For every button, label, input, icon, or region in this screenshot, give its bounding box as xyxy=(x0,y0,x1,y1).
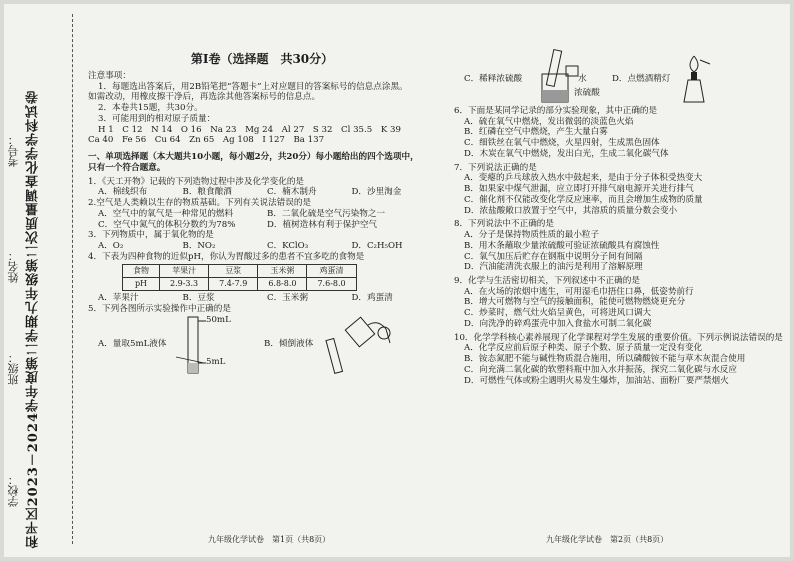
ph-header-cell: 食物 xyxy=(123,265,160,278)
q5-option-b[interactable]: B．倾倒液体 xyxy=(264,338,314,349)
q6-option-a[interactable]: A．硫在氧气中燃烧，发出微弱的淡蓝色火焰 xyxy=(464,116,634,127)
question-1-options xyxy=(88,187,436,198)
q1-option-c[interactable]: C．楠木制舟 xyxy=(267,187,317,198)
alcohol-lamp-icon xyxy=(674,52,714,106)
q2-option-c[interactable]: C．空气中氮气的体积分数约为78% xyxy=(98,219,236,230)
q1-option-d[interactable]: D．沙里淘金 xyxy=(351,187,402,198)
q9-option-d[interactable]: D．向洗净的碎鸡蛋壳中加入食盐水可制二氧化碳 xyxy=(464,318,652,329)
q8-option-c[interactable]: C．氧气加压后贮存在钢瓶中说明分子间有间隔 xyxy=(464,251,643,262)
right-column xyxy=(454,48,784,386)
page-2-footer: 九年级化学试卷 第2页（共8页） xyxy=(546,535,669,544)
q10-option-b[interactable]: B．铵态氮肥不能与碱性物质混合施用，所以磷酸铵不能与草木灰混合使用 xyxy=(464,354,746,365)
q3-option-c[interactable]: C．KClO₃ xyxy=(267,241,309,252)
note-3: 3．可能用到的相对原子质量： xyxy=(98,113,216,124)
q3-option-d[interactable]: D．C₂H₅OH xyxy=(351,241,403,252)
question-4-options xyxy=(88,293,436,304)
q4-option-d[interactable]: D．鸡蛋清 xyxy=(351,293,393,304)
q10-option-d[interactable]: D．可燃性气体或粉尘遇明火易发生爆炸，加油站、面粉厂要严禁烟火 xyxy=(464,375,729,386)
school-label: 学校： xyxy=(7,474,20,507)
question-8: 8．下列说法中不正确的是 xyxy=(454,219,554,230)
q10-option-c[interactable]: C．向充满二氧化碳的软塑料瓶中加入水并振荡，探究二氧化碳与水反应 xyxy=(464,364,737,375)
ph-cell: 6.8-8.0 xyxy=(258,278,307,291)
note-2: 2．本卷共15题，共30分。 xyxy=(98,103,203,114)
q7-option-a[interactable]: A．变瘪的乒乓球放入热水中鼓起来，是由于分子体积受热变大 xyxy=(464,173,703,184)
q1-option-b[interactable]: B．粮食酿酒 xyxy=(182,187,232,198)
fig-acid-label: 浓硫酸 xyxy=(574,88,600,98)
q2-option-d[interactable]: D．植树造林有利于保护空气 xyxy=(267,219,378,230)
question-3-options xyxy=(88,241,436,252)
fig-5ml-label: 5mL xyxy=(206,356,226,367)
q2-option-b[interactable]: B．二氧化硫是空气污染物之一 xyxy=(267,208,386,219)
ph-header-cell: 豆浆 xyxy=(209,265,258,278)
section-title: 第Ⅰ卷（选择题 共30分） xyxy=(190,52,334,66)
q5-option-d[interactable]: D．点燃酒精灯 xyxy=(612,74,671,84)
q4-option-b[interactable]: B．豆浆 xyxy=(182,293,215,304)
question-3: 3．下列物质中，属于氧化物的是 xyxy=(88,230,214,241)
ph-header-cell: 苹果汁 xyxy=(160,265,209,278)
pouring-liquid-icon xyxy=(320,315,400,375)
q4-option-c[interactable]: C．玉米粥 xyxy=(267,293,308,304)
q5-option-c[interactable]: C．稀释浓硫酸 xyxy=(464,74,523,84)
exam-no-label: 考号： xyxy=(7,134,20,167)
ph-header-cell: 鸡蛋清 xyxy=(307,265,356,278)
question-9: 9．化学与生活密切相关，下列叙述中不正确的是 xyxy=(454,276,640,287)
section-1-heading-b: 只有一个符合题意。 xyxy=(88,162,166,173)
q8-option-a[interactable]: A．分子是保持物质性质的最小粒子 xyxy=(464,230,600,241)
ph-header-cell: 玉米粥 xyxy=(258,265,307,278)
question-1: 1．《天工开物》记载的下列造物过程中涉及化学变化的是 xyxy=(88,176,305,187)
q6-option-c[interactable]: C．细铁丝在氧气中燃烧，火星四射，生成黑色固体 xyxy=(464,138,660,149)
district-title: 和平区2023－2024学年度第二学期九年级第二次质量调查化学学科试卷 xyxy=(26,90,41,549)
question-5-figures-ab xyxy=(88,315,436,375)
question-2-options-2 xyxy=(88,220,436,231)
exam-page xyxy=(4,4,790,557)
q1-option-a[interactable]: A．棉线织布 xyxy=(98,187,148,198)
question-6: 6．下面是某同学记录的部分实验现象，其中正确的是 xyxy=(454,106,658,116)
q9-option-b[interactable]: B．增大可燃物与空气的接触面积，能使可燃物燃烧更充分 xyxy=(464,297,686,308)
question-2-options-1 xyxy=(88,209,436,220)
ph-cell: 2.9-3.3 xyxy=(160,278,209,291)
note-1b: 如需改动，用橡皮擦干净后，再选涂其他答案标号的信息点。 xyxy=(88,92,321,103)
question-2: 2.空气是人类赖以生存的物质基础。下列有关说法错误的是 xyxy=(88,198,312,209)
question-5-figures-cd xyxy=(454,48,784,106)
atomic-mass-2: Ca 40 Fe 56 Cu 64 Zn 65 Ag 108 I 127 Ba 137 xyxy=(88,135,325,146)
q6-option-b[interactable]: B．红磷在空气中燃烧，产生大量白雾 xyxy=(464,127,608,138)
ph-cell: 7.4-7.9 xyxy=(209,278,258,291)
q7-option-c[interactable]: C．催化剂不仅能改变化学反应速率，而且会增加生成物的质量 xyxy=(464,194,703,205)
left-column xyxy=(88,52,436,375)
ph-cell: pH xyxy=(123,278,160,291)
q7-option-d[interactable]: D．浓盐酸敞口放置于空气中，其溶质的质量分数会变小 xyxy=(464,205,678,216)
question-7: 7．下列说法正确的是 xyxy=(454,162,537,173)
q9-option-c[interactable]: C．炒菜时，燃气灶火焰呈黄色，可将进风口调大 xyxy=(464,308,652,319)
q10-option-a[interactable]: A．化学反应前后原子种类、原子个数、原子质量一定没有变化 xyxy=(464,343,703,354)
q4-option-a[interactable]: A．苹果汁 xyxy=(98,293,139,304)
notes-heading: 注意事项： xyxy=(88,71,131,81)
section-1-heading: 一、单项选择题（本大题共10小题，每小题2分，共20分）每小题给出的四个选项中， xyxy=(88,152,419,163)
q8-option-d[interactable]: D．汽油能清洗衣服上的油污是利用了溶解原理 xyxy=(464,262,643,273)
q9-option-a[interactable]: A．在火场的浓烟中逃生，可用湿毛巾捂住口鼻，低姿势前行 xyxy=(464,286,694,297)
class-label: 班级： xyxy=(7,352,20,385)
q3-option-b[interactable]: B．NO₂ xyxy=(182,241,216,252)
q7-option-b[interactable]: B．如果家中煤气泄漏，应立即打开排气扇电源开关进行排气 xyxy=(464,184,694,195)
ph-table-row xyxy=(123,278,357,291)
seal-line xyxy=(72,14,73,544)
page-1-footer: 九年级化学试卷 第1页（共8页） xyxy=(208,535,331,544)
q8-option-b[interactable]: B．用木条蘸取少量浓硫酸可验证浓硫酸具有腐蚀性 xyxy=(464,240,660,251)
atomic-mass-1: H 1 C 12 N 14 O 16 Na 23 Mg 24 Al 27 S 32 Cl 35.5 K 39 xyxy=(98,124,401,135)
q2-option-a[interactable]: A．空气中的氧气是一种常见的燃料 xyxy=(98,208,234,219)
ph-table-header xyxy=(123,265,357,278)
question-10: 10．化学学科核心素养展现了化学课程对学生发展的重要价值。下列示例说法错误的是 xyxy=(454,332,783,343)
q3-option-a[interactable]: A．O₂ xyxy=(98,241,124,252)
fig-50ml-label: 50mL xyxy=(206,314,231,325)
diluting-acid-icon xyxy=(520,48,580,106)
ph-cell: 7.6-8.0 xyxy=(307,278,356,291)
name-label: 姓名： xyxy=(7,250,20,283)
fig-water-label: 水 xyxy=(578,74,587,84)
binding-margin xyxy=(4,4,96,557)
ph-table xyxy=(122,264,357,291)
note-1: 1．每题选出答案后，用2B铅笔把“答题卡”上对应题目的答案标号的信息点涂黑。 xyxy=(98,81,408,92)
question-5: 5．下列各图所示实验操作中正确的是 xyxy=(88,304,231,315)
q6-option-d[interactable]: D．木炭在氧气中燃烧，发出白光，生成二氧化碳气体 xyxy=(464,148,669,159)
q5-option-a[interactable]: A．量取5mL液体 xyxy=(98,338,167,349)
question-4: 4．下表为四种食物的近似pH，你认为胃酸过多的患者不宜多吃的食物是 xyxy=(88,251,365,262)
